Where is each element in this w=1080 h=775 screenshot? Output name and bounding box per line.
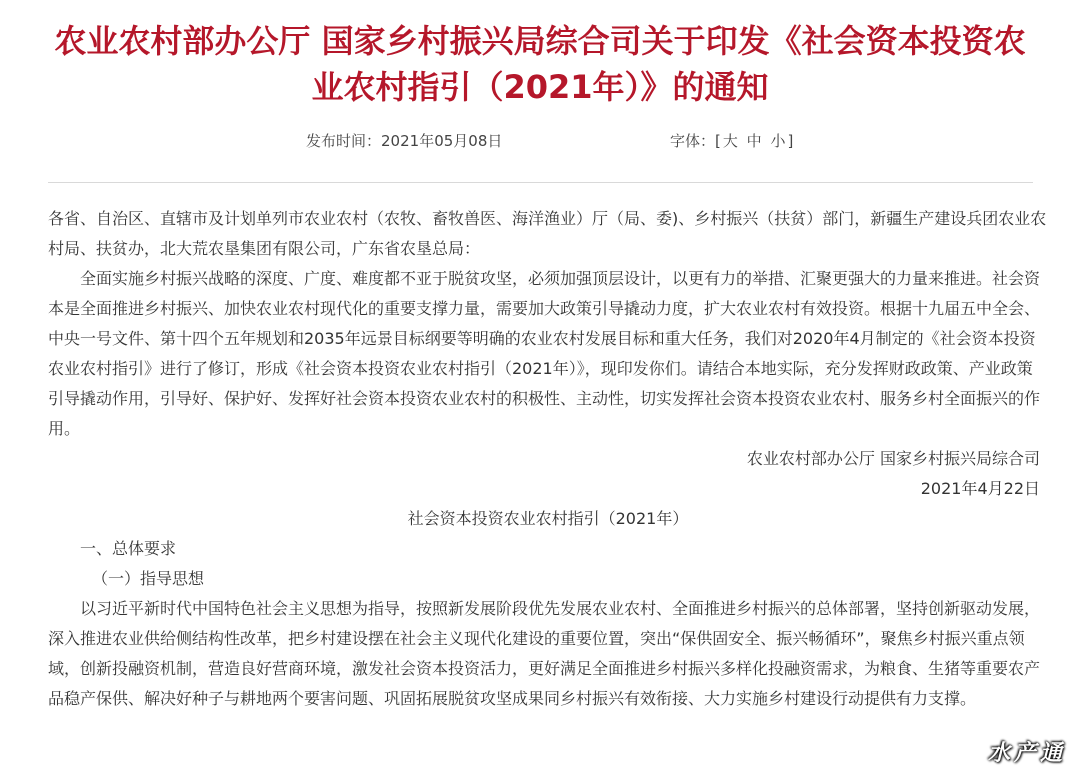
section-heading: 一、总体要求: [80, 539, 177, 558]
article-meta: [0, 130, 1080, 154]
font-size-large-button[interactable]: 大: [722, 132, 738, 150]
article-body: [48, 204, 1048, 714]
font-size-control: [670, 130, 793, 151]
body-paragraph: 全面实施乡村振兴战略的深度、广度、难度都不亚于脱贫攻坚，必须加强顶层设计，以更有力的举措、汇聚更强大的力量来推进。社会资本是全面推进乡村振兴、加快农业农村现代化的重要支撑力量，需要加大政策引导撬动力度，扩大农业农村有效投资。根据十九届五中全会、中央一号文件、第十四个五年规划和2035年远景目标纲要等明确的农业农村发展目标和重大任务，我们对2020年4月制定的《社会资本投资农业农村指引》进行了修订，形成《社会资本投资农业农村指引（2021年）》，现印发你们。请结合本地实际，充分发挥财政政策、产业政策引导撬动作用，引导好、保护好、发挥好社会资本投资农业农村的积极性、主动性，切实发挥社会资本投资农业农村、服务乡村全面振兴的作用。: [48, 269, 1041, 438]
publish-info: [306, 130, 502, 151]
font-size-medium-button[interactable]: 中: [746, 132, 762, 150]
signature-date: 2021年4月22日: [920, 479, 1040, 498]
font-bracket-close: ]: [787, 132, 794, 150]
watermark-logo: 水产通: [987, 741, 1066, 766]
font-label: 字体：: [670, 132, 716, 150]
guiding-paragraph: 以习近平新时代中国特色社会主义思想为指导，按照新发展阶段优先发展农业农村、全面推进乡村振兴的总体部署，坚持创新驱动发展，深入推进农业供给侧结构性改革，把乡村建设摆在社会主义现代化建设的重要位置，突出“保供固安全、振兴畅循环”，聚焦乡村振兴重点领域，创新投融资机制，营造良好营商环境，激发社会资本投资活力，更好满足全面推进乡村振兴多样化投融资需求，为粮食、生猪等重要农产品稳产保供、解决好种子与耕地两个要害问题、巩固拓展脱贫攻坚成果同乡村振兴有效衔接、大力实施乡村建设行动提供有力支撑。: [48, 599, 1041, 708]
article-title: 农业农村部办公厅 国家乡村振兴局综合司关于印发《社会资本投资农业农村指引（2021年）》的通知: [54, 22, 1026, 106]
font-size-small-button[interactable]: 小: [770, 132, 786, 150]
divider: [48, 182, 1033, 183]
subsection-heading: （一）指导思想: [92, 569, 205, 588]
recipients: 各省、自治区、直辖市及计划单列市农业农村（农牧、畜牧兽医、海洋渔业）厅（局、委)、乡村振兴（扶贫）部门，新疆生产建设兵团农业农村局、扶贫办，北大荒农垦集团有限公司，广东省农垦总局：: [48, 209, 1047, 258]
signature-org: 农业农村部办公厅 国家乡村振兴局综合司: [746, 449, 1040, 468]
font-bracket-open: [: [715, 132, 721, 150]
doc-title: 社会资本投资农业农村指引（2021年）: [407, 509, 689, 528]
publish-label: 发布时间：: [306, 132, 382, 150]
publish-date: 2021年05月08日: [381, 132, 503, 150]
